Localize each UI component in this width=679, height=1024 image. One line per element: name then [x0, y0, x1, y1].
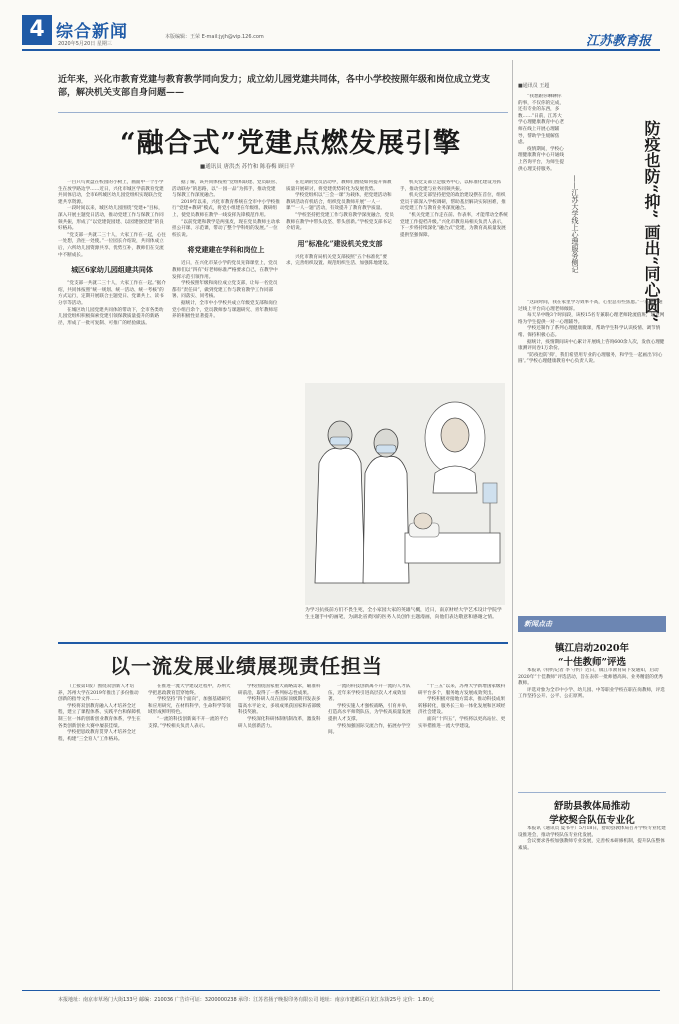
second-column-4: 一流的科技创新离不开一流的人才队伍，近年来学校引进高层次人才成效显著。 学校实施人才强校战略，引育并举，打造高水平师资队伍，为学校高质量发展提供人才支撑。 学校加强国际交流合作，拓展办学空间。 [328, 684, 411, 736]
right-vertical-title: 防疫也防“抑” 画出“同心圆” [642, 120, 661, 323]
second-column-5: “十三五”以来，苏州大学新增国家级科研平台多个，服务地方发展成效突出。 学校积极对接地方需求，推动科技成果转移转化，服务长三角一体化发展和区域经济社会建设。 面向“十四五”，学校将以更高站位、更实举措推进一流大学建设。 [418, 684, 506, 729]
second-story-rule [58, 642, 508, 644]
brief-1-body: 本报讯（特约记者 李 守约）近日，镇江市教育局下发通知，启动2020年“十佳教师”评选活动，旨在表彰一批师德高尚、业务精湛的优秀教师。 评选对象为全市中小学、幼儿园、中等职业学校在职在岗教师，评选工作坚持公开、公平、公正原则。 [518, 668, 665, 700]
lead-column-3: 在近期的党员活动中，教师们围绕如何提升保教质量开展研讨，将党建优势转化为发展优势。 学校党组织以“三会一课”为载体，把党建活动和教研活动有机结合，组织党员教师开展“一人一课”“一人一题”活动，有效提升了教育教学质量。 “学校坚持把党建工作与教育教学深度融合，党员教师在教学中带头攻坚、带头创新。”学校党支部书记介绍说。 用“标准化”建设机关党支部 兴化市教育局机关党支部按照“五个标准化”要求，完善组织设置、规范组织生活、加强阵地建设。 [286, 180, 394, 267]
second-headline: 以一流发展业绩展现责任担当 [110, 654, 383, 678]
lede-divider [58, 112, 508, 113]
right-vertical-subtitle: ——江苏大学线上心理服务侧记 [571, 175, 579, 273]
right-column-divider [512, 60, 513, 990]
lead-subhead-2: 将党建建在学科和岗位上 [187, 245, 265, 255]
lead-column-1: 一目只鸟黄盘在校园的小树上，画面中一个小学生在放学路边学……近日，兴化市城区学前教育党建共同体启动，全市6所城区幼儿园党组织实现联合党建共享资源。 一段时间以来，城区幼儿园围绕“党建+”目标，深入开展主题党日活动，推动党建工作与保教工作同频共振，形成了“以党建促园建、以园建强党建”的良好格局。 “党支部一共就二三十人，大家工作在一起，心往一处想，劲往一处使。”一位园长介绍说，共同体成立后，六所幼儿园资源共享、优势互补，教师们在交流中不断成长。 城区6家幼儿园组建共同体 “党支部一共就二三十人，大家工作在一起。”据介绍，共同体按照“统一规划、统一活动、统一考核”的方式运行，定期开展联合主题党日、党课共上、读书分享等活动。 在城区幼儿园党建共同体的带动下，全市各类幼儿园党组织积极探索党建引领保教质量提升的新路径，形成了一批可复制、可推广的经验做法。 [58, 180, 166, 326]
second-column-1: （上接第1版）围绕双创新人才培养，苏州大学在2019年推出了多份推动创新的指导文件…… 学校将双创教育融入人才培养全过程，建立了课程体系、实践平台和保障机制三位一体的创新创业教育体系，学生在各类创新创业大赛中屡获佳绩。 学校把思政教育贯穿人才培养全过程，构建“三全育人”工作格局。 [58, 684, 141, 742]
brief-1-title: 镇江启动2020年 “十佳教师”评选 [555, 643, 629, 668]
header-rule [22, 49, 660, 51]
lead-subhead-3: 用“标准化”建设机关党支部 [297, 238, 383, 248]
right-body-bottom: “这段时间，我在家里学习效率不高，心里总有些焦虑。”一名学生通过线上平台向心理老师倾诉。 每天早中晚3个时间段，该校15名专兼职心理老师轮流值班，通过网络为学生提供一对一心理辅导。 学校还制作了系列心理健康微课，帮助学生科学认识疫情、调节情绪、保持积极心态。 据统计，疫情期间该中心累计开展线上咨询600余人次，发放心理健康测评问卷1万余份。 “防疫也防‘抑’，我们希望用专业的心理服务，和学生一起画出‘同心圆’。”学校心理健康教育中心负责人说。 [518, 300, 665, 365]
footer-info: 本报地址：南京市草场门大街133号 邮编：210036 广告许可证：3200000238 承印：江苏省扬子晚报印务有限公司 地址：南京市建邺区白龙江东街25号 定价：1.80元 [58, 997, 434, 1003]
lead-column-4: 机关党支部立足服务中心，以标准化建设为抓手，推动党建与业务同频共振。 机关党支部坚持把党的政治建设摆在首位，组织党员干部深入学校调研，帮助基层解决实际困难，推动党建工作与教育业务深度融合。 “机关党建工作走在前、作表率，才能带动全系统党建工作提档升级。”兴化市教育局相关负责人表示，下一步将持续深化“融合式”党建，为教育高质量发展提供坚强保障。 [400, 180, 508, 238]
right-body-top: “我想跟你聊聊你的事，不仅你的完成，还有专业的东西，多数……”日前，江苏大学心理健康教育中心老师在线上开展心理辅导，帮助学生缓解焦虑。 疫情期间，学校心理健康教育中心开通线上咨询平台，为师生提供心理支持服务。 [518, 94, 564, 172]
editor-info: 本版编辑：王荣 E-mail:jyjh@vip.126.com [165, 34, 264, 40]
right-edit-credit: ■通讯员 王超 [518, 83, 550, 89]
illustration-caption: 为学习抗疫前方们不畏生死，全小家园大家的英雄气概，近日，南京财经大学艺术设计学院学生主题手中的画笔，为湖北省黄冈的医务人员创作主题漫画，向他们表达敬意和感谢之情。 [305, 608, 502, 620]
lead-lede: 近年来，兴化市教育党建与教育教学同向发力；成立幼儿园党建共同体，各中小学校按照年级和岗位成立党支部，解决机关支部自身问题—— [58, 75, 491, 98]
footer-rule [22, 990, 660, 991]
doctors-illustration [305, 383, 505, 605]
brief-divider [518, 792, 666, 793]
brief-section-tag: 新闻点击 [518, 616, 666, 632]
lead-byline: ■通讯员 唐洪杰 苏竹和 陈春梅 顾日平 [200, 164, 295, 170]
lead-headline: “融合式”党建点燃发展引擎 [120, 128, 462, 159]
section-title: 综合新闻 [56, 22, 128, 42]
newspaper-logo: 江苏教育报 [585, 34, 651, 49]
issue-date: 2020年5月20日 星期三 [58, 41, 112, 47]
second-column-2: 在推进一流大学建设过程中，苏州大学把思政教育贯穿始终。 学校坚持“四个面向”，加强基础研究和应用研究，在材料科学、生命科学等领域形成鲜明特色。 “一流的科技创新离不开一流的平台支撑。”学校相关负责人表示。 [148, 684, 231, 729]
page-number: 4 [22, 15, 52, 45]
lead-column-2: 据了解，该共同体按照“党组织联建、党员联管、活动联办”的思路，以“一园一品”为抓手，推动党建与保教工作深度融合。 2019年以来，兴化市教育系统在全市中小学校推行“党建+教研”模式，将党小组建在年级组、教研组上，使党员教师在教学一线发挥先锋模范作用。 “以前党建和教学是两张皮，现在党员教师主动承担公开课、示范课，带动了整个学科组的发展。”一位校长说。 将党建建在学科和岗位上 近日，在兴化市某小学的党员先锋课堂上，党员教师们以“四有”好老师标准严格要求自己，在教学中发挥示范引领作用。 学校按照年级和岗位成立党支部，让每一名党员都有“责任田”，做到党建工作与教育教学工作同部署、同落实、同考核。 据统计，全市中小学校共成立年级党支部和岗位党小组百余个，党员教师参与课题研究、青年教师培养的积极性显著提升。 [172, 180, 280, 320]
brief-2-body: 本报讯（通讯员 夏书平）5月18日，舒助县教体局召开学校专业化建设推进会，推动学校队伍专业化发展。 会议要求各校加强教师专业发展，完善校本研修机制，提升队伍整体素质。 [518, 826, 666, 851]
illustration [305, 383, 505, 605]
brief-2-title: 舒助县教体局推动 学校契合队伍专业化 [549, 801, 635, 826]
second-column-3: 学校围绕国家重大战略需求，瞄准科研前沿，取得了一系列标志性成果。 学校科研人员在国际顶级期刊发表多篇高水平论文，多项成果获国家和省部级科技奖励。 学校深化科研体制机制改革，激发科研人员创新活力。 [238, 684, 321, 729]
lead-subhead-1: 城区6家幼儿园组建共同体 [71, 265, 153, 275]
